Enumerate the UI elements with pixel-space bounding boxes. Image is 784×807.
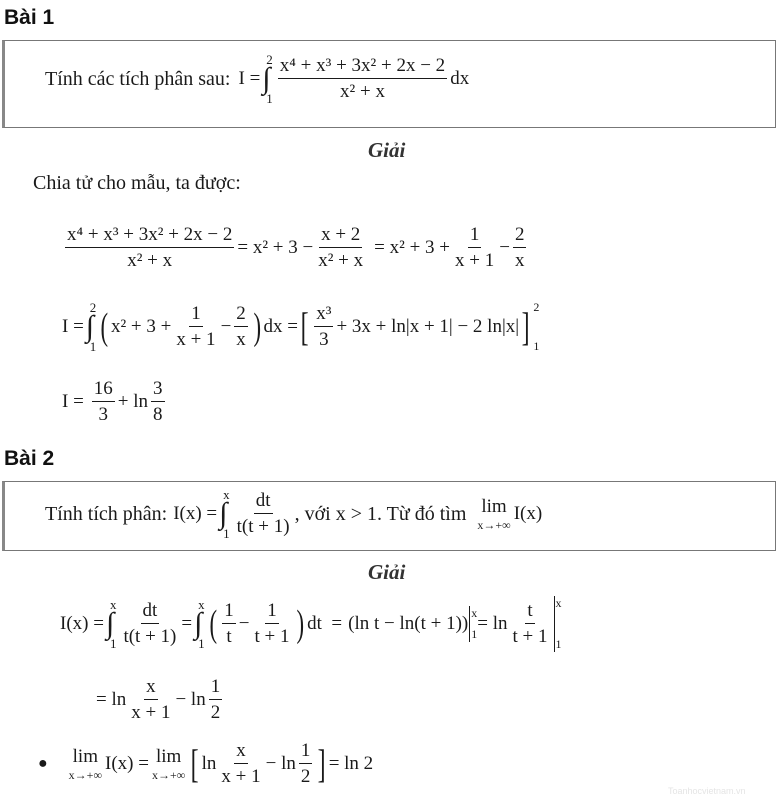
bai2-eq1-Ix: I(x) = [60, 613, 104, 634]
bai1-eq2-f2 [234, 303, 248, 351]
bai2-eq3-f1 [219, 740, 262, 788]
bullet-icon: ● [38, 755, 48, 772]
bai1-eq2-inner-pre: x² + 3 + [110, 316, 172, 337]
bai1-eq2-eval-limits [533, 300, 539, 354]
bai1-eq3-I: I = [62, 391, 84, 412]
bai2-lim-word: lim [481, 495, 507, 517]
bai2-eq1-int-lower: 1 [109, 636, 117, 651]
bai1-equation-3 [62, 378, 168, 426]
bai2-eq3-result: = ln 2 [328, 753, 374, 774]
bai2-eq3-f2-num: 1 [299, 740, 313, 764]
bai1-integrand-num: x⁴ + x³ + 3x² + 2x − 2 [278, 55, 447, 79]
bai2-eq1-f2 [252, 600, 291, 648]
bai1-eq2-f1 [174, 303, 217, 351]
bai2-equation-1 [60, 596, 562, 652]
bai1-eq2-I: I = [62, 316, 84, 337]
bai2-eq1-eval2-upper: x [555, 596, 562, 610]
bai1-eq2-anti-rest: + 3x + ln|x + 1| − 2 ln|x| [336, 316, 520, 337]
bai2-problem-statement [45, 488, 542, 540]
bai1-eq2-integral: 2 ∫ 1 [85, 300, 97, 354]
bai2-eq3-lim-sub: x→+∞ [68, 767, 102, 782]
bai1-eq2-anti-frac [314, 303, 333, 351]
bai1-int-upper: 2 [266, 52, 273, 67]
bai1-eq1-rhs-f1-den: x + 1 [455, 250, 495, 271]
watermark: Toanhocvietnam.vn [668, 786, 746, 796]
bai2-eq1-dt: dt = [307, 613, 343, 634]
bai2-eq1-f1-den: t [226, 626, 232, 647]
bai2-lim-sub: x→+∞ [477, 517, 511, 532]
bai1-problem-statement [45, 53, 469, 105]
bai2-equation-3 [38, 740, 373, 788]
bai2-eq1-rparen: ) [297, 603, 305, 645]
bai1-eq1-mid-pre: = x² + 3 − [237, 237, 314, 258]
bai1-eq1-mid-num: x + 2 [319, 224, 362, 248]
bai2-eq3-f2 [299, 740, 313, 788]
bai2-eq3-lim-op [69, 746, 102, 783]
bai1-eq2-rparen: ) [253, 306, 261, 348]
bai2-eq1-f2-den: t + 1 [254, 626, 290, 647]
bai2-eq3-f1-num: x [234, 740, 248, 764]
bai2-eq2-f1 [129, 676, 172, 724]
bai2-integral-sign: x ∫ 1 [219, 487, 230, 541]
bai1-eq2-lparen: ( [100, 306, 109, 348]
bai2-eq1-den: t(t + 1) [123, 626, 177, 647]
bai2-eq1-eval-lower: 1 [471, 627, 478, 641]
bai2-eq1-eval-limits-2 [554, 596, 562, 652]
bai2-prompt-mid: , với x > 1. Từ đó tìm [294, 502, 467, 525]
bai1-eq2-f1-den: x + 1 [176, 329, 216, 350]
bai1-eq3-frac-num: 16 [92, 378, 115, 402]
bai1-eq1-rhs-f2-num: 2 [513, 224, 527, 248]
bai2-eq1-num: dt [141, 600, 160, 624]
bai2-prompt-label: Tính tích phân: [45, 502, 168, 525]
bai1-integrand-den: x² + x [340, 81, 385, 102]
bai2-eq1-f1-num: 1 [222, 600, 236, 624]
bai1-prompt-label: Tính các tích phân sau: [45, 67, 231, 90]
bai2-eq1-eval-limits [469, 606, 477, 642]
bai1-eq3-ln-frac [151, 378, 165, 426]
bai1-integral-sign: 2 ∫ 1 [262, 52, 273, 106]
bai1-integrand [278, 55, 447, 103]
bai1-int-lower: 1 [266, 91, 273, 106]
bai2-eq1-integral-2: x ∫ 1 [194, 597, 205, 651]
bai1-eq2-anti-num: x³ [314, 303, 333, 327]
bai2-eq1-minus: − [238, 613, 250, 634]
bai2-eq1-f2-num: 1 [265, 600, 279, 624]
bai2-eq1-lparen: ( [209, 603, 217, 645]
bai2-eq2-f2-num: 1 [209, 676, 223, 700]
bai2-eq3-rbracket: ] [318, 741, 327, 786]
bai1-eq2-f1-num: 1 [189, 303, 203, 327]
bai2-eq1-int2-upper: x [198, 597, 205, 612]
bai2-eq1-eq: = [181, 613, 193, 634]
bai1-eq3-frac [92, 378, 115, 426]
bai2-int-upper: x [223, 487, 230, 502]
bai2-eq3-Ix: I(x) = [105, 753, 149, 774]
bai1-eq3-ln-num: 3 [151, 378, 165, 402]
bai2-eq2-pre: = ln [96, 689, 127, 710]
bai2-eq3-lim-sub-2: x→+∞ [151, 767, 186, 782]
bai2-eq1-eq-ln: = ln [477, 613, 508, 634]
bai2-integrand [235, 490, 292, 538]
bai1-eq2-eval-upper: 2 [533, 300, 540, 314]
bai2-eq1-eval2-lower: 1 [555, 637, 562, 651]
bai2-eq3-lim-2: lim [155, 745, 182, 767]
bai2-eq1-int2-lower: 1 [198, 636, 205, 651]
bai2-eq3-lbracket: [ [190, 741, 199, 786]
bai2-eq2-f2-den: 2 [210, 702, 221, 723]
bai1-eq3-plus-ln: + ln [117, 391, 149, 412]
bai2-heading: Bài 2 [4, 447, 55, 470]
bai1-equation-2 [62, 300, 539, 354]
bai1-heading: Bài 1 [4, 6, 55, 29]
bai1-problem-box [2, 40, 776, 128]
bai2-eq1-ln-den: t + 1 [512, 626, 548, 647]
bai2-eq1-ln-num: t [525, 600, 534, 624]
bai1-eq1-lhs-den: x² + x [127, 250, 173, 271]
bai2-problem-box [2, 481, 776, 551]
bai1-eq1-rhs-f1 [453, 224, 496, 272]
bai1-eq1-mid-den: x² + x [318, 250, 364, 271]
bai2-integrand-den: t(t + 1) [236, 516, 290, 537]
bai2-lim-op [477, 496, 510, 533]
bai1-eq3-ln-den: 8 [153, 404, 163, 425]
bai1-equation-1 [62, 224, 529, 272]
bai2-eq1-ln-frac [511, 600, 550, 648]
bai2-eq3-minus-ln: − ln [265, 753, 296, 774]
bai1-eq2-eval-lower: 1 [533, 339, 540, 353]
bai1-eq2-int-upper: 2 [89, 300, 97, 315]
bai2-eq2-f1-num: x [144, 676, 158, 700]
bai1-eq1-rhs-f2 [513, 224, 527, 272]
bai2-eq3-lim-op-2 [152, 746, 185, 783]
bai1-eq1-rhs-f2-den: x [514, 250, 525, 271]
bai1-eq1-rhs-pre: = x² + 3 + [374, 237, 450, 258]
bai1-eq2-f2-den: x [236, 329, 246, 350]
bai1-eq2-anti-den: 3 [319, 329, 329, 350]
bai2-eq1-f1 [222, 600, 236, 648]
bai1-dx: dx [450, 68, 470, 89]
bai1-eq2-dx: dx = [263, 316, 298, 337]
bai1-eq2-rbracket: ] [521, 304, 530, 349]
bai1-eq1-rhs-f1-num: 1 [468, 224, 482, 248]
bai1-eq1-mid-frac [316, 224, 365, 272]
bai1-eq1-lhs [65, 224, 234, 272]
bai2-integrand-num: dt [254, 490, 273, 514]
bai2-int-lower: 1 [223, 526, 230, 541]
bai2-eq2-f2 [209, 676, 223, 724]
bai2-prompt-end: I(x) [513, 503, 543, 524]
bai2-giai: Giải [368, 560, 406, 584]
bai1-line1: Chia tử cho mẫu, ta được: [33, 172, 241, 194]
bai2-eq3-f2-den: 2 [300, 766, 311, 787]
bai2-Ix-eq: I(x) = [173, 503, 218, 524]
bai2-eq3-f1-den: x + 1 [221, 766, 261, 787]
bai1-eq1-lhs-num: x⁴ + x³ + 3x² + 2x − 2 [65, 224, 234, 248]
bai1-eq2-minus: − [220, 316, 232, 337]
bai2-equation-2 [96, 676, 225, 724]
bai1-eq2-lbracket: [ [300, 304, 309, 349]
bai2-eq1-antiderivative: (ln t − ln(t + 1)) [348, 613, 469, 634]
bai2-eq1-integral: x ∫ 1 [105, 597, 117, 651]
bai2-eq3-ln: ln [201, 753, 217, 774]
bai2-eq1-frac [121, 600, 178, 648]
bai2-eq3-lim: lim [72, 745, 98, 767]
bai2-eq1-eval-upper: x [471, 606, 478, 620]
bai1-giai: Giải [368, 138, 406, 162]
bai1-I-eq: I = [238, 68, 261, 89]
bai2-eq1-int-upper: x [109, 597, 117, 612]
bai1-eq2-int-lower: 1 [89, 339, 97, 354]
bai2-eq2-f1-den: x + 1 [131, 702, 171, 723]
bai1-eq3-frac-den: 3 [98, 404, 109, 425]
bai2-eq2-minus-ln: − ln [175, 689, 206, 710]
bai1-eq2-f2-num: 2 [234, 303, 248, 327]
bai1-eq1-rhs-minus: − [499, 237, 510, 258]
